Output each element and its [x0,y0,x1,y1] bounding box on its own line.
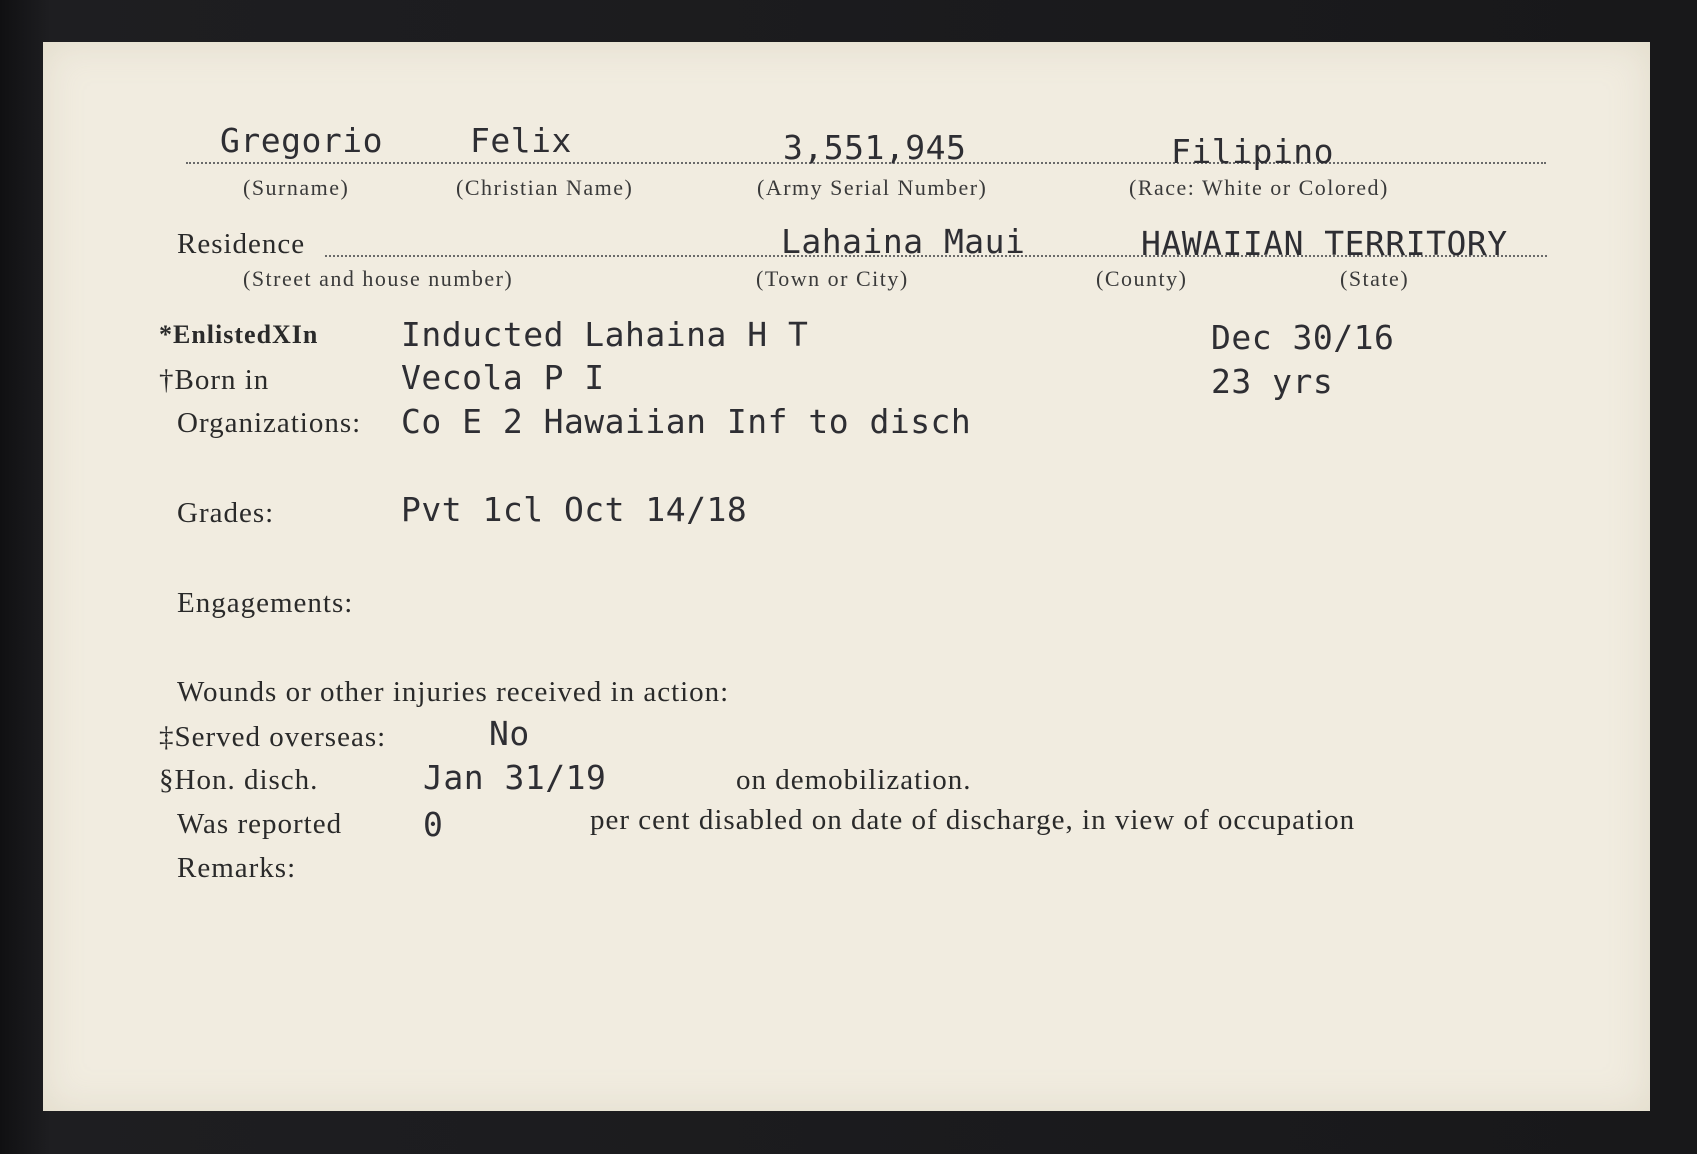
was-reported-label: Was reported [177,808,343,840]
wounds-label: Wounds or other injuries received in action: [177,676,730,708]
born-value: Vecola P I [401,358,605,397]
christian-name-caption: (Christian Name) [456,175,634,200]
disability-percent-value: 0 [423,805,444,844]
enlisted-label: *EnlistedXIn [159,320,319,349]
state-caption: (State) [1340,266,1410,291]
street-caption: (Street and house number) [243,266,514,291]
engagements-label: Engagements: [177,587,354,619]
demobilization-text: on demobilization. [736,764,972,796]
service-record-card [43,42,1650,1111]
race-value: Filipino [1171,132,1334,171]
age-value: 23 yrs [1211,362,1334,401]
surname-caption: (Surname) [243,175,350,200]
hon-disch-value: Jan 31/19 [423,758,607,797]
town-caption: (Town or City) [756,266,909,291]
residence-town-value: Lahaina Maui [781,222,1026,261]
enlisted-date: Dec 30/16 [1211,318,1395,357]
born-label: †Born in [159,364,270,396]
remarks-label: Remarks: [177,852,297,884]
served-overseas-label: ‡Served overseas: [159,721,387,753]
grades-label: Grades: [177,497,275,529]
grades-value: Pvt 1cl Oct 14/18 [401,490,748,529]
served-overseas-value: No [489,714,530,753]
race-caption: (Race: White or Colored) [1129,175,1389,200]
residence-label: Residence [177,228,306,260]
organizations-label: Organizations: [177,407,362,439]
county-caption: (County) [1096,266,1188,291]
disability-text: per cent disabled on date of discharge, in view of occupation [590,804,1356,836]
surname-value: Gregorio [220,121,383,160]
christian-name-value: Felix [470,121,572,160]
serial-number-value: 3,551,945 [783,128,967,167]
serial-number-caption: (Army Serial Number) [757,175,988,200]
enlisted-value: Inducted Lahaina H T [401,315,809,354]
residence-state-value: HAWAIIAN TERRITORY [1141,224,1508,263]
organizations-value: Co E 2 Hawaiian Inf to disch [401,402,972,441]
hon-disch-label: §Hon. disch. [159,764,319,796]
